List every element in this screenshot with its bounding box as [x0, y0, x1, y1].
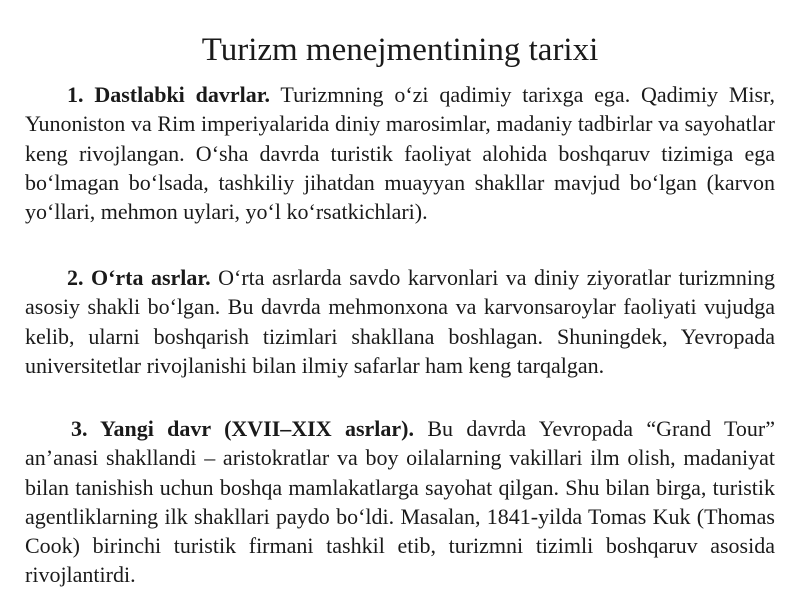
- section-body: Turizmning o‘zi qadimiy tarixga ega. Qadimiy Misr, Yunoniston va Rim imperiyalarida diniy marosimlar, madaniy tadbirlar va sayohatlar keng rivojlangan. O‘sha davrda turistik faoliyat alohida boshqaruv tizimiga ega bo‘lmagan bo‘lsada, tashkiliy jihatdan muayyan shakllar mavjud bo‘lgan (karvon yo‘llari, mehmon uylari, yo‘l ko‘rsatkichlari).: [25, 82, 775, 225]
- section-body: O‘rta asrlarda savdo karvonlari va diniy ziyoratlar turizmning asosiy shakli bo‘lgan. Bu davrda mehmonxona va karvonsaroylar faoliyati vujudga kelib, ularni boshqarish tizimlari shakllana boshlagan. Shuningdek, Yevropada universitetlar rivojlanishi bilan ilmiy safarlar ham keng tarqalgan.: [25, 265, 775, 378]
- section-heading: 3. Yangi davr (XVII–XIX asrlar).: [71, 416, 414, 441]
- section-middle-ages: [25, 263, 775, 380]
- section-early-periods: [25, 80, 775, 226]
- section-heading: 1. Dastlabki davrlar.: [67, 82, 270, 107]
- section-new-era: [25, 414, 775, 590]
- section-body: Bu davrda Yevropada “Grand Tour” an’anasi shakllandi – aristokratlar va boy oilalarning vakillari ilm olish, madaniyat bilan tanishish uchun boshqa mamlakatlarga sayohat qilgan. Shu bilan birga, turistik agentliklarning ilk shakllari paydo bo‘ldi. Masalan, 1841-yilda Tomas Kuk (Thomas Cook) birinchi turistik firmani tashkil etib, turizmni tizimli boshqaruv asosida rivojlantirdi.: [25, 416, 775, 588]
- section-heading: 2. O‘rta asrlar.: [67, 265, 211, 290]
- page-title: Turizm menejmentining tarixi: [201, 32, 599, 68]
